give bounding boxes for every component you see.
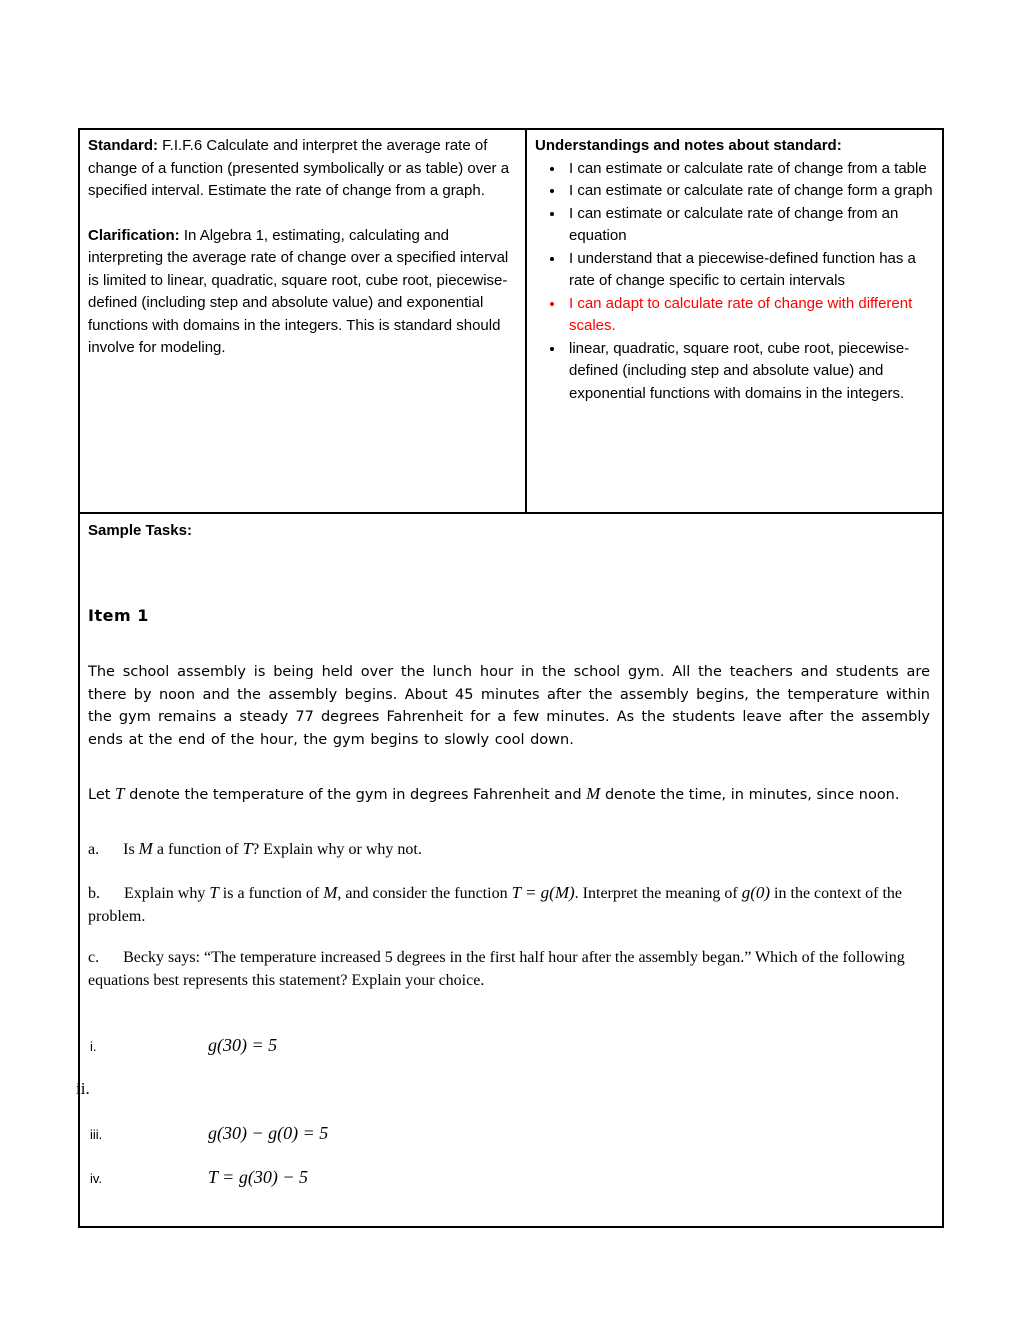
item-b-text: . Interpret the meaning of <box>574 884 742 902</box>
item-c-text: Becky says: “The temperature increased 5 degrees in the first half hour after the assembly began.” Which of the following equations best represents this statement? Explain your choice. <box>88 948 905 989</box>
equation-label-iv: iv. <box>90 1170 103 1186</box>
let-text: Let <box>88 787 116 803</box>
standard-text: F.I.F.6 Calculate and interpret the average rate of change of a function (presented symbolically or as table) over a specified interval. Estimate the rate of change from a graph. <box>88 137 510 199</box>
equation-row <box>88 1122 932 1148</box>
math-var-T: T <box>242 838 253 858</box>
let-text: denote the time, in minutes, since noon. <box>600 787 900 803</box>
item-c-label: c. <box>88 948 100 966</box>
clarification-label: Clarification: <box>88 226 180 244</box>
let-paragraph <box>88 783 930 807</box>
item-1-heading: Item 1 <box>88 605 149 625</box>
item-a-label: a. <box>88 840 100 858</box>
notes-bullet-list <box>565 158 934 406</box>
item-1-intro-paragraph: The school assembly is being held over the lunch hour in the school gym. All the teachers and students are there by noon and the assembly begins. About 45 minutes after the assembly begins, the temperature within the gym remains a steady 77 degrees Fahrenheit for a few minutes. As the students leave after the assembly ends at the end of the hour, the gym begins to slowly cool down. <box>88 664 930 748</box>
item-a-text: ? Explain why or why not. <box>252 840 422 858</box>
item-b-text: is a function of <box>218 884 324 902</box>
math-var-T: T <box>209 882 219 902</box>
standard-table <box>78 128 944 1228</box>
notes-cell <box>527 130 942 512</box>
list-item: • I understand that a piecewise-defined function has a rate of change specific to certain intervals <box>565 248 934 293</box>
item-a-text: Is <box>123 840 139 858</box>
question-item-c <box>88 946 916 992</box>
equation-row <box>76 1078 932 1104</box>
item-b-text: Explain why <box>124 884 210 902</box>
clarification-text: In Algebra 1, estimating, calculating and interpreting the average rate of change over a specified interval is limited to linear, quadratic, square root, cube root, piecewise-defined (including step and absolute value) and exponential functions with domains in the integers. This is standard should involve for modeling. <box>88 226 509 356</box>
item-b-text: , and consider the function <box>337 884 512 902</box>
sample-tasks-cell <box>76 512 942 1226</box>
equation-formula-i: g(30) = 5 <box>208 1034 278 1055</box>
question-item-a <box>88 837 916 861</box>
standard-cell <box>80 130 527 512</box>
equation-label-i: i. <box>90 1038 97 1054</box>
list-item: • I can estimate or calculate rate of change from a table <box>565 158 934 181</box>
math-expression: T = g(M) <box>511 882 575 902</box>
standard-row <box>80 130 942 512</box>
list-item-highlighted: • I can adapt to calculate rate of change with different scales. <box>565 293 934 338</box>
sample-tasks-label: Sample Tasks: <box>88 522 192 539</box>
math-var-M: M <box>323 882 338 902</box>
question-item-b <box>88 881 916 928</box>
notes-heading: Understandings and notes about standard: <box>535 137 842 154</box>
let-text: denote the temperature of the gym in degrees Fahrenheit and <box>124 787 587 803</box>
list-item: • I can estimate or calculate rate of change from an equation <box>565 203 934 248</box>
equation-choices <box>76 1034 932 1192</box>
list-item: • I can estimate or calculate rate of change form a graph <box>565 180 934 203</box>
equation-formula-iv: T = g(30) − 5 <box>208 1166 308 1187</box>
equation-label-iii: iii. <box>90 1126 103 1142</box>
math-var-T: T <box>115 784 125 803</box>
standard-label: Standard: <box>88 137 159 154</box>
math-var-M: M <box>586 784 601 803</box>
clarification-paragraph <box>88 225 513 360</box>
item-b-text: in the context of the problem. <box>88 884 903 925</box>
equation-formula-iii: g(30) − g(0) = 5 <box>208 1122 329 1143</box>
equation-row <box>88 1166 932 1192</box>
math-var-M: M <box>138 838 153 858</box>
item-b-label: b. <box>88 884 100 902</box>
equation-row <box>88 1034 932 1060</box>
math-expression: g(0) <box>741 882 771 902</box>
standard-paragraph <box>88 135 513 203</box>
item-a-text: a function of <box>152 840 243 858</box>
list-item: • linear, quadratic, square root, cube root, piecewise-defined (including step and absolute value) and exponential functions with domains in the integers. <box>565 338 934 406</box>
equation-label-ii: ii. <box>76 1078 90 1098</box>
